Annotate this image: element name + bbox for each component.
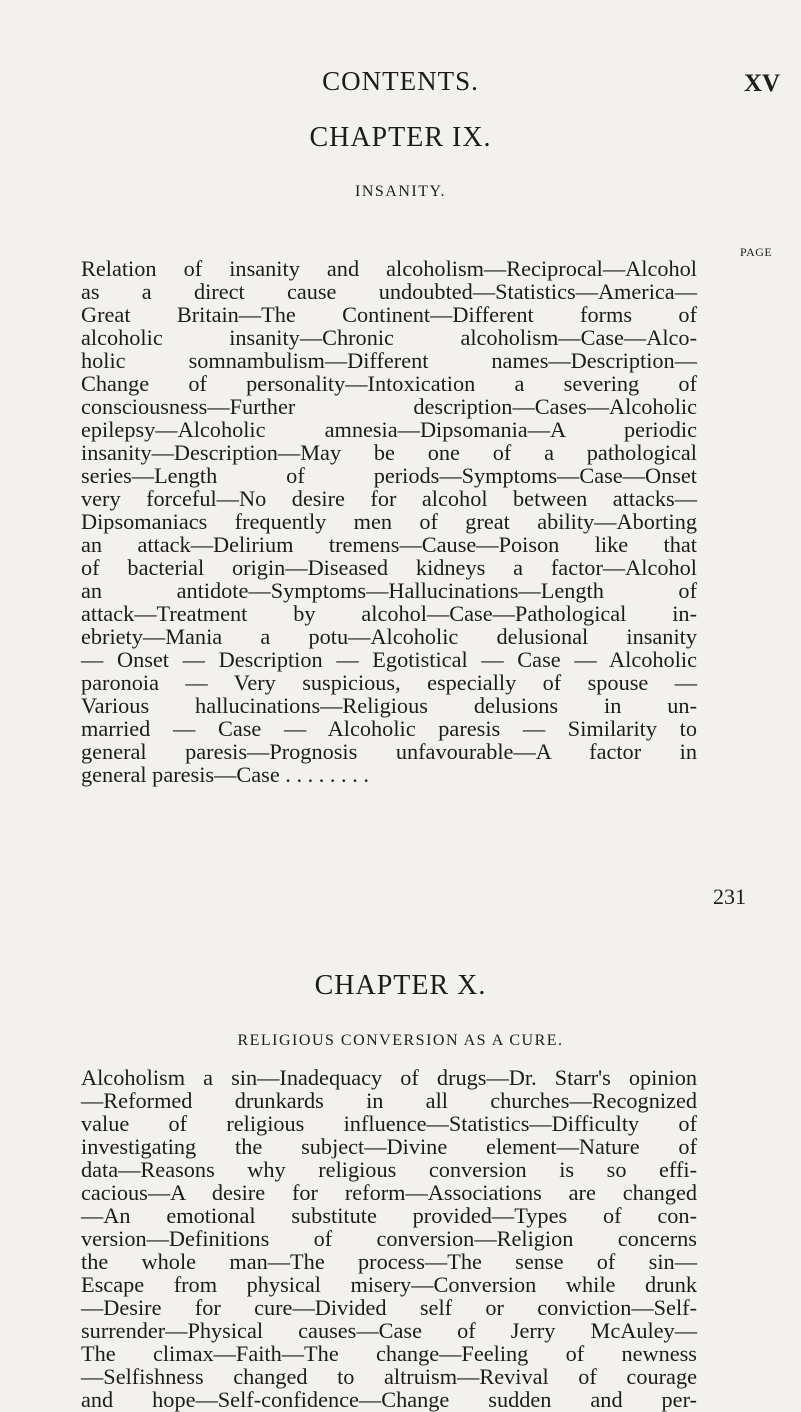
summary-line: married — Case — Alcoholic paresis — Similarity to [81,716,697,741]
summary-line-last: general paresis—Case . . . . . . . . [81,762,369,787]
summary-line: Great Britain—The Continent—Different forms of [81,302,697,327]
summary-line: surrender—Physical causes—Case of Jerry McAuley— [81,1318,697,1343]
summary-line: alcoholic insanity—Chronic alcoholism—Case—Alco- [81,325,697,350]
chapter-ix-title: CHAPTER IX. [309,122,492,153]
chapter-ix-page-ref: 231 [713,884,746,909]
summary-line: investigating the subject—Divine element—Nature of [81,1134,697,1159]
chapter-x-summary [81,1066,697,1411]
summary-line: Alcoholism a sin—Inadequacy of drugs—Dr. Starr's opinion [81,1065,697,1090]
summary-line: —Reformed drunkards in all churches—Recognized [81,1088,697,1113]
summary-line: an antidote—Symptoms—Hallucinations—Length of [81,578,697,603]
summary-line: —Desire for cure—Divided self or conviction—Self- [81,1295,697,1320]
summary-line: —Selfishness changed to altruism—Revival of courage [81,1364,697,1389]
summary-line: ebriety—Mania a potu—Alcoholic delusional insanity [81,624,697,649]
chapter-ix-summary [81,257,697,786]
summary-line: of bacterial origin—Diseased kidneys a factor—Alcohol [81,555,697,580]
summary-line: general paresis—Prognosis unfavourable—A factor in [81,739,697,764]
summary-line: an attack—Delirium tremens—Cause—Poison like that [81,532,697,557]
summary-line: value of religious influence—Statistics—Difficulty of [81,1111,697,1136]
summary-line: data—Reasons why religious conversion is so effi- [81,1157,697,1182]
summary-line: version—Definitions of conversion—Religion concerns [81,1226,697,1251]
summary-line: — Onset — Description — Egotistical — Case — Alcoholic [81,647,697,672]
chapter-ix-subtitle: INSANITY. [355,183,446,200]
chapter-x-subtitle: RELIGIOUS CONVERSION AS A CURE. [237,1032,564,1049]
summary-line: cacious—A desire for reform—Associations are changed [81,1180,697,1205]
summary-line: The climax—Faith—The change—Feeling of newness [81,1341,697,1366]
summary-line: the whole man—The process—The sense of sin— [81,1249,697,1274]
summary-line: as a direct cause undoubted—Statistics—America— [81,279,697,304]
summary-line: consciousness—Further description—Cases—Alcoholic [81,394,697,419]
summary-line: Various hallucinations—Religious delusions in un- [81,693,697,718]
chapter-x-title: CHAPTER X. [314,970,487,1001]
summary-line: holic somnambulism—Different names—Description— [81,348,697,373]
summary-line: Relation of insanity and alcoholism—Reciprocal—Alcohol [81,256,697,281]
page-number: XV [744,70,781,97]
summary-line: Dipsomaniacs frequently men of great ability—Aborting [81,509,697,534]
running-head: CONTENTS. [322,66,479,96]
summary-line: —An emotional substitute provided—Types of con- [81,1203,697,1228]
summary-line: attack—Treatment by alcohol—Case—Pathological in- [81,601,697,626]
summary-line: series—Length of periods—Symptoms—Case—Onset [81,463,697,488]
summary-line: epilepsy—Alcoholic amnesia—Dipsomania—A periodic [81,417,697,442]
summary-line: Escape from physical misery—Conversion while drunk [81,1272,697,1297]
summary-line: Change of personality—Intoxication a severing of [81,371,697,396]
summary-line: and hope—Self-confidence—Change sudden and per- [81,1387,697,1412]
page-column-label: PAGE [740,245,773,259]
summary-line: paronoia — Very suspicious, especially of spouse — [81,670,697,695]
summary-line: very forceful—No desire for alcohol between attacks— [81,486,697,511]
summary-line: insanity—Description—May be one of a pathological [81,440,697,465]
